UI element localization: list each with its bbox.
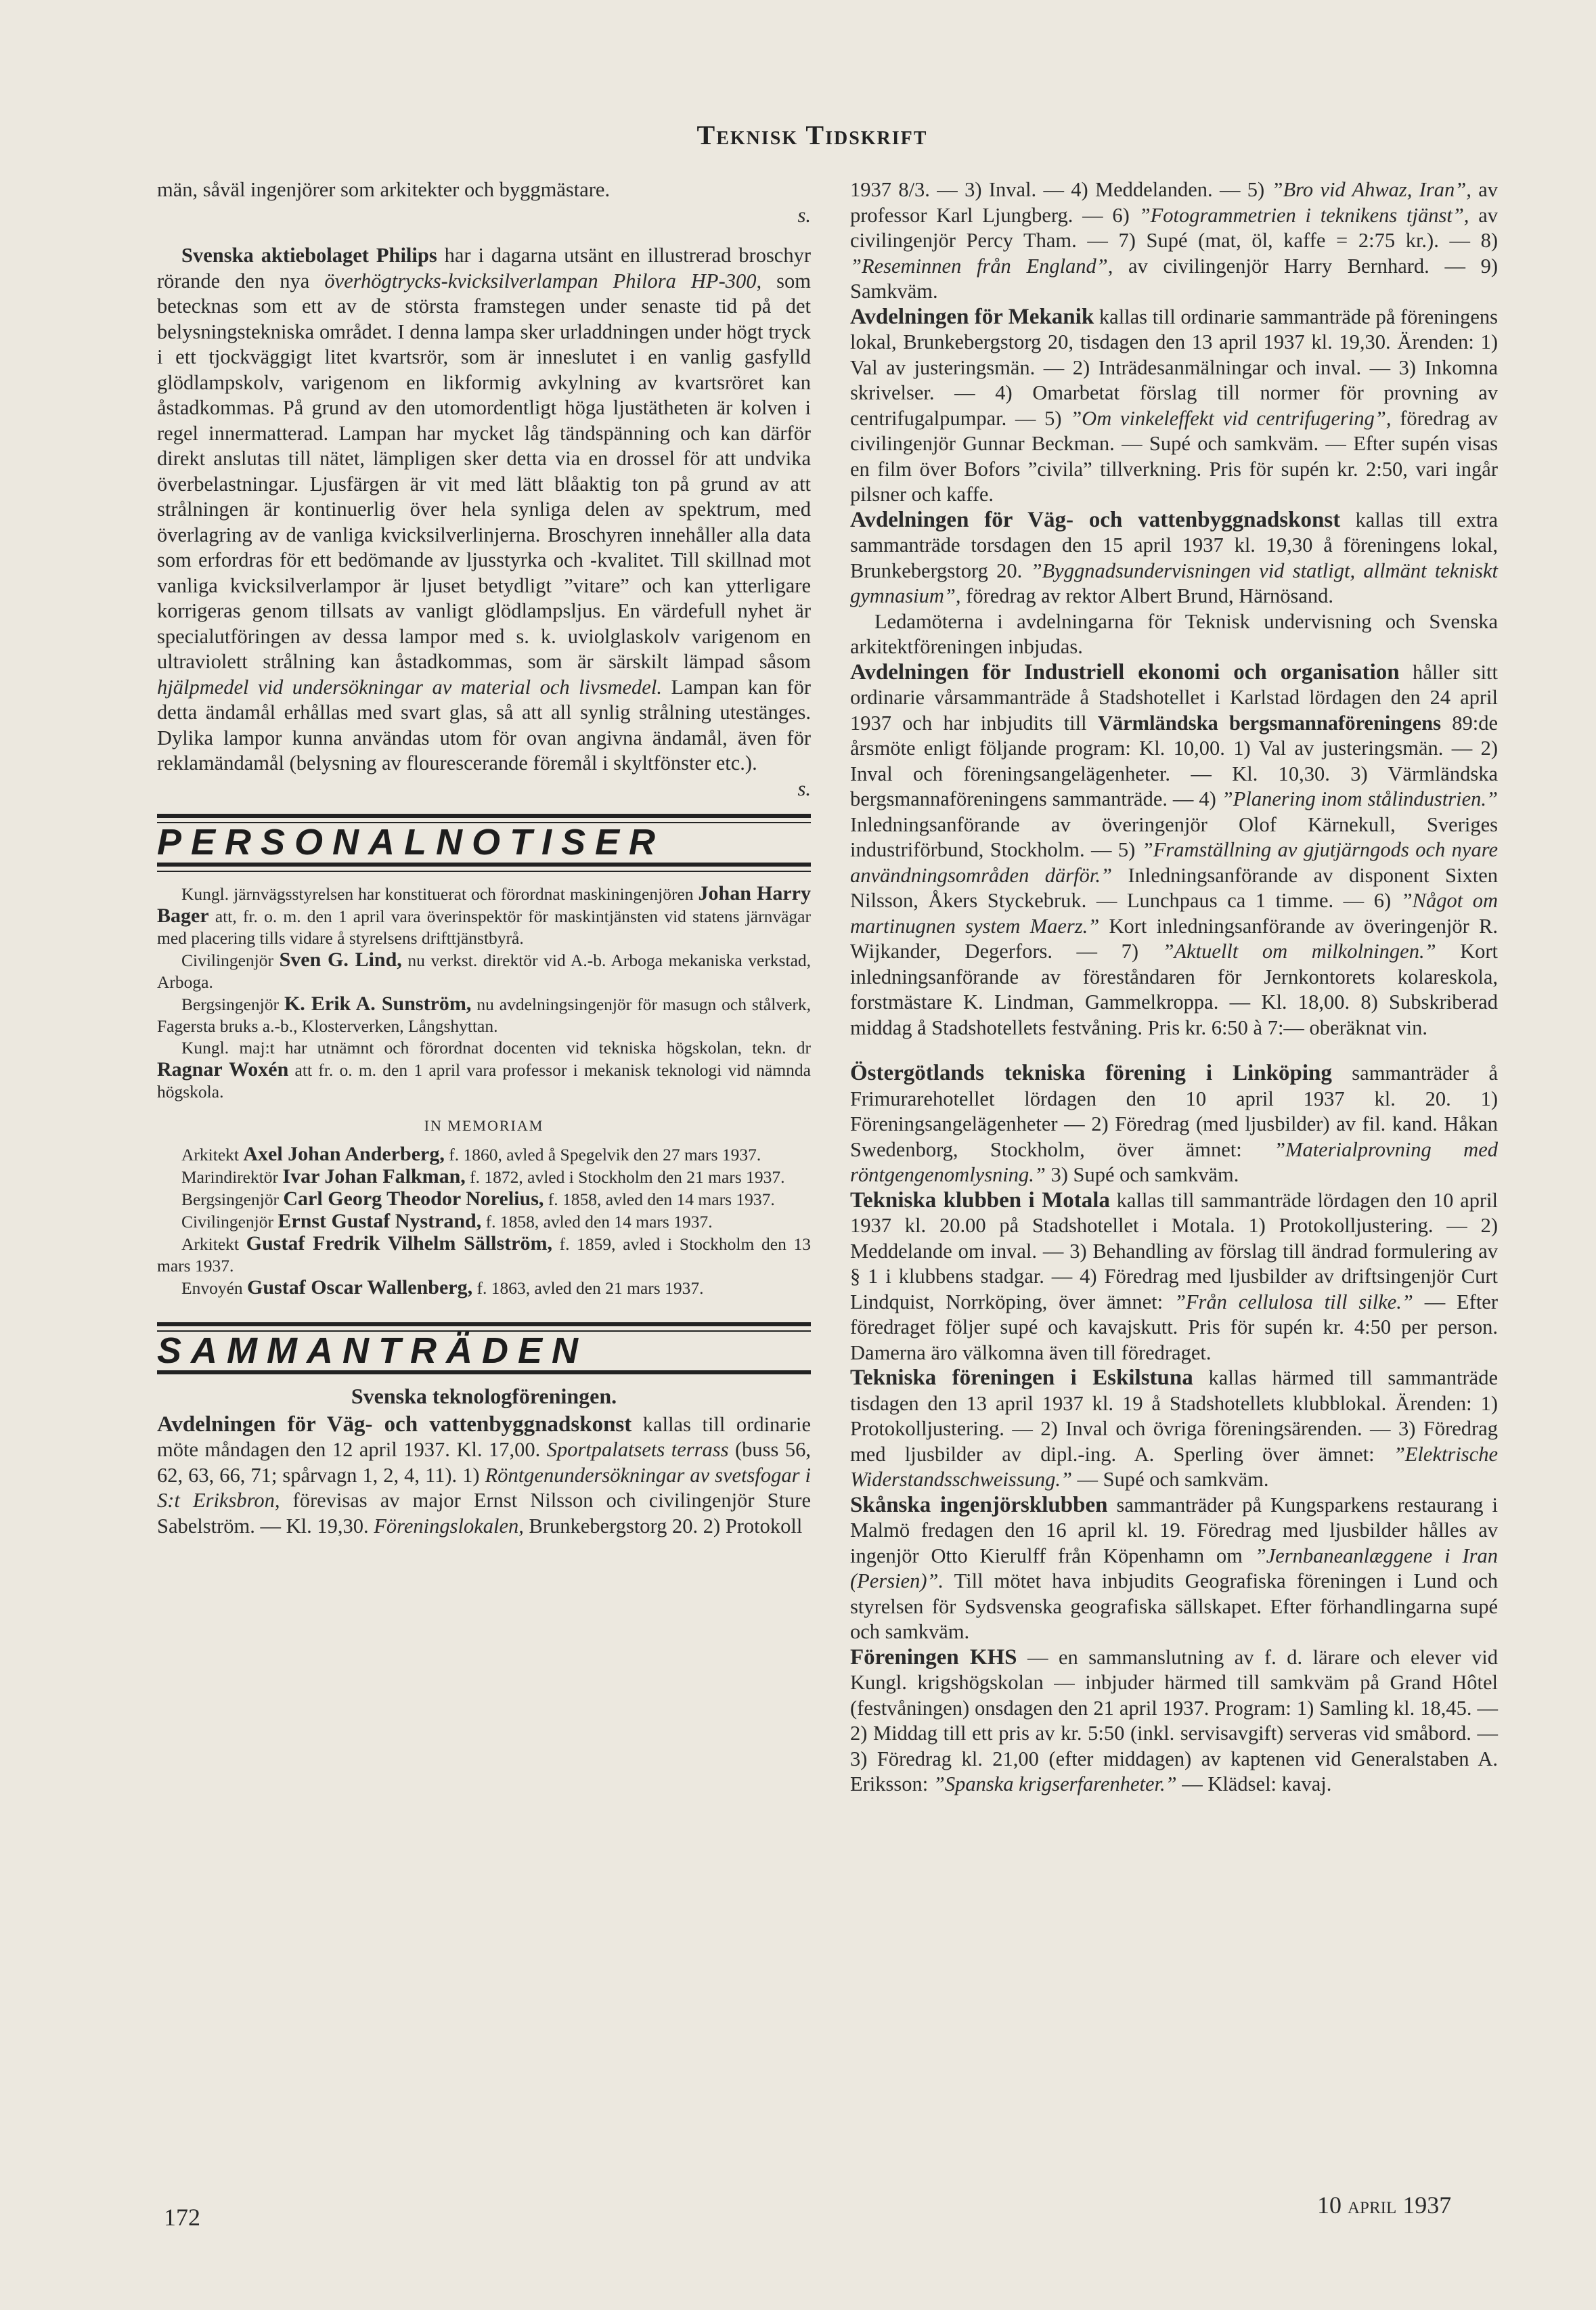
society-heading: Svenska teknologföreningen. [351,1384,617,1408]
memoriam-item [157,1143,811,1166]
memoriam-item [157,1233,811,1277]
meeting-text: — Klädsel: kavaj. [1176,1772,1332,1795]
intro-paragraph [157,177,811,203]
talk-title: ”Aktuellt om milkolningen.” [1162,940,1436,963]
meeting-place: Sportpalatsets terrass [546,1438,729,1461]
section-title-personal: PERSONALNOTISER [157,822,665,863]
meeting-text: — Supé och samkväm. [1071,1468,1269,1491]
meeting-text: kallas till sammanträde lördagen den 10 april 1937 kl. 20.00 på Stadshotellet i Motala. 1) Protokolljustering. — 2) Meddelande om inval. — 3) Behandling av förslag till ändrad formulering av § 1 i klubbens stadgar. — 4) Föredrag med ljusbilder av driftsingenjör Curt Lindquist, Norrköping, över ämnet: [850,1188,1498,1313]
meeting-text: av professor Karl Ljungberg. — 6) [850,178,1498,227]
meeting-heading: Tekniska föreningen i Eskilstuna [850,1366,1193,1390]
intro-text: män, såväl ingenjörer som arkitekter och byggmästare. [157,178,611,201]
meeting-notice [850,1188,1498,1366]
meeting-notice [850,660,1498,1041]
meeting-text: håller sitt ordinarie vårsammanträde å Stadshotellet i Karlstad lördagen den 24 april 1937 och har inbjudits till [850,660,1498,735]
person-name: Ragnar Woxén [157,1058,289,1081]
lamp-name: överhögtrycks-kvicksilverlampan Philora HP-300, [324,269,762,292]
page-number: 172 [164,2204,200,2231]
notice-text: Marindirektör [181,1167,283,1187]
talk-title: ”Materialprovning med röntgengenomlysning.” [850,1137,1498,1186]
meeting-text: Kort inledningsanförande av överingenjör R. Wijkander, Degerfors. — 7) [850,914,1498,963]
meeting-heading: Skånska ingenjörsklubben [850,1492,1108,1517]
meeting-notice [850,1061,1498,1188]
memoriam-item [157,1211,811,1233]
section-rule [157,1322,811,1326]
notice-text: Bergsingenjör [181,1189,284,1209]
talk-title: ”Framställning av gjutjärngods och nyare användningsområden därför.” [850,838,1498,887]
notice-text: nu avdelningsingenjör för masugn och stålverk, Fagersta bruks a.-b., Klosterverken, Långshyttan. [157,994,812,1036]
person-name: K. Erik A. Sunström, [284,992,472,1015]
meeting-text: av civilingenjör Percy Tham. — 7) Supé (mat, öl, kaffe = 2:75 kr.). — 8) [850,203,1498,252]
talk-title: ”Bro vid Ahwaz, Iran”, [1271,178,1471,201]
meeting-text: Till mötet hava inbjudits Geografiska föreningen i Lund och styrelsen för Sydsvenska geografiska sällskapet. Efter förhandlingarna supé och samkväm. [850,1569,1498,1643]
meeting-heading: Tekniska klubben i Motala [850,1187,1110,1213]
meeting-place: Föreningslokalen, [374,1514,524,1538]
meeting-text: — Efter föredraget följer supé och kavajskutt. Pris för supén kr. 4:50 per person. Damerna äro välkomna även till föredraget. [850,1290,1498,1364]
meeting-text: Inledningsanförande av disponent Sixten Nilsson, Åkers Styckebruk. — Lunchpaus ca 1 timme. — 6) [850,863,1498,912]
meeting-text: kallas härmed till sammanträde tisdagen den 13 april 1937 kl. 19 å Stadshotellets klubblokal. Ärenden: 1) Protokolljustering. — 2) Inval och övriga föreningsärenden. — 3) Föredrag med ljusbilder av dipl.-ing. A. Sperling över ämnet: [850,1366,1498,1466]
meeting-text: — en sammanslutning av f. d. lärare och elever vid Kungl. krigshögskolan — inbjuder härmed till samkväm på Grand Hôtel (festvåningen) onsdagen den 21 april 1937. Program: 1) Samling kl. 18,45. — 2) Middag till ett pris av kr. 5:50 (inkl. servisavgift) serveras vid småbord. — 3) Föredrag kl. 21,00 (efter middagen) av kaptenen vid Generalstaben A. Eriksson: [850,1645,1499,1795]
meeting-notice [850,1645,1498,1797]
notice-text: nu verkst. direktör vid A.-b. Arboga mekaniska verkstad, Arboga. [157,950,812,992]
meeting-text: kallas till extra sammanträde torsdagen den 15 april 1937 kl. 19,30 å föreningens lokal, Brunkebergstorg 20. [850,508,1499,582]
company-name: Svenska aktiebolaget Philips [181,244,437,267]
meeting-text: 1937 8/3. — 3) Inval. — 4) Meddelanden. — 5) [850,178,1272,201]
personal-notices [157,883,811,1299]
memoriam-item [157,1166,811,1188]
meeting-text: 89:de årsmöte enligt följande program: Kl. 10,00. 1) Val av justeringsmän. — 2) Inval och föreningsangelägenheter. — Kl. 10,30. 3) Värmländska bergsmannaföreningens sammanträde. — 4) [850,711,1499,810]
meeting-heading: Östergötlands tekniska förening i Linköping [850,1061,1332,1085]
meeting-text: sammanträder på Kungsparkens restaurang i Malmö fredagen den 16 april kl. 19. Föredrag med ljusbilder hålles av ingenjör Otto Kierulff från Köpenhamn om [850,1493,1498,1567]
meeting-text: sammanträder å Frimurarehotellet lördagen den 10 april 1937 kl. 20. 1) Föreningsangelägenheter — 2) Föredrag (med ljusbilder) av fil. kand. Håkan Swedenborg, Stockholm, över ämnet: [850,1062,1498,1161]
notice-text: att fr. o. m. den 1 april vara professor i mekanisk teknologi vid nämnda högskola. [157,1060,811,1102]
notice-text: att, fr. o. m. den 1 april vara överinspektör för maskintjänsten vid statens järnvägar med placering tills vidare å styrelsens drifttjänstbyrå. [157,906,811,948]
meeting-text: 3) Supé och samkväm. [1045,1163,1239,1186]
article-emphasis: hjälpmedel vid undersökningar av material och livsmedel. [157,675,662,699]
notice-text: Civilingenjör [181,1211,278,1232]
meeting-notice [850,305,1498,508]
notice-text: Kungl. järnvägsstyrelsen har konstituerat och förordnat maskiningenjören [181,884,699,904]
memoriam-item [157,1277,811,1299]
notice-text: Envoyén [181,1278,248,1298]
section-title-meetings: SAMMANTRÄDEN [157,1330,588,1371]
journal-header: Teknisk Tidskrift [696,120,928,150]
person-name: Gustaf Oscar Wallenberg, [247,1276,473,1299]
notice-text: f. 1859, avled i Stockholm den 13 mars 1937. [157,1234,811,1276]
person-name: Johan Harry Bager [157,881,811,927]
meeting-heading: Avdelningen för Väg- och vattenbyggnadskonst [157,1412,632,1437]
person-name: Sven G. Lind, [279,948,402,971]
meeting-text: föredrag av civilingenjör Gunnar Beckman. — Supé och samkväm. — Efter supén visas en film över Bofors ”civila” tillverkning. Pris för supén kr. 2:50, vari ingår pilsner och kaffe. [850,406,1498,506]
notice-text: f. 1872, avled i Stockholm den 21 mars 1937. [465,1167,785,1187]
article-text: som betecknas som ett av de största framstegen under senaste tid på det belysningstekniska området. I denna lampa sker urladdningen under högt tryck i ett tjockväggigt litet kvartsrör, som är inneslutet i en vanlig gasfylld glödlampskolv, varigenom en likformig avkylning av kvartsröret kan åstadkommas. På grund av den utomordentligt höga ljustätheten är kolven i regel innermatterad. Lampan har mycket låg tändspänning och kan därför direkt anslutas till nätet, lämpligen sker detta via en drossel för att undvika överbelastningar. Ljusfärgen är vit med lätt blåaktig ton på grund av att strålningen är kontinuerlig över hela synliga delen av spektrum, med överlagring av de vanliga kvicksilverlinjerna. Broschyren innehåller alla data som erfordras för ett bedömande av ljusstyrka och -kvalitet. Till skillnad mot vanliga kvicksilverlampor är ljuset betydligt ”vitare” och kan ytterligare korrigeras genom tillsats av vanligt glödlampsljus. En värdefull nyhet är specialutföringen av dessa lampor med s. k. uviolglaskolv varigenom en ultraviolett strålning kan åstadkommas, som är särskilt lämpad såsom [157,269,811,673]
notice-item [157,949,811,993]
signature: s. [797,203,811,227]
meeting-heading: Föreningen KHS [850,1644,1017,1670]
person-name: Carl Georg Theodor Norelius, [283,1187,544,1210]
meeting-text: Inledningsanförande av överingenjör Olof Kärnekull, Sveriges industriförbund, Stockholm. — 5) [850,812,1498,861]
talk-title: ”Från cellulosa till silke.” [1174,1290,1413,1313]
meeting-heading: Avdelningen för Mekanik [850,304,1094,329]
person-name: Ernst Gustaf Nystrand, [278,1209,482,1232]
talk-title: ”Reseminnen från England”, [850,254,1113,278]
society-name: Värmländska bergsmannaföreningens [1097,711,1441,735]
talk-title: ”Om vinkeleffekt vid centrifugering”, [1070,406,1392,430]
talk-title: ”Jernbaneanlæggene i Iran (Persien)”. [850,1544,1498,1592]
meeting-text: av civilingenjör Harry Bernhard. — 9) Samkväm. [850,254,1498,303]
notice-text: f. 1860, avled å Spegelvik den 27 mars 1937. [444,1144,761,1164]
person-name: Axel Johan Anderberg, [243,1142,445,1165]
notice-text: Civilingenjör [181,950,280,970]
meeting-text: förevisas av major Ernst Nilsson och civilingenjör Sture Sabelström. — Kl. 19,30. [157,1489,811,1538]
notice-item [157,883,811,949]
meeting-text: Brunkebergstorg 20. 2) Protokoll [523,1514,803,1538]
notice-text: Bergsingenjör [181,994,284,1014]
philips-article [157,243,811,777]
section-rule [157,863,811,867]
spacer [157,228,811,243]
meeting-heading: Avdelningen för Industriell ekonomi och organisation [850,659,1400,684]
meeting-notice [157,1412,811,1540]
meeting-notice [850,1366,1498,1493]
right-column [850,177,1498,1797]
talk-title: ”Planering inom stålindustrien.” [1221,787,1498,810]
meeting-notice [850,1493,1498,1645]
section-rule [157,814,811,818]
notice-text: f. 1858, avled den 14 mars 1937. [481,1211,713,1232]
notice-text: f. 1858, avled den 14 mars 1937. [544,1189,775,1209]
notice-text: f. 1863, avled den 21 mars 1937. [472,1278,704,1298]
memoriam-item [157,1188,811,1211]
meeting-notice [850,177,1498,305]
talk-title: ”Spanska krigserfarenheter.” [933,1772,1177,1795]
section-rule [157,1370,811,1374]
meeting-text: kallas till ordinarie sammanträde på föreningens lokal, Brunkebergstorg 20, tisdagen den 13 april 1937 kl. 19,30. Ärenden: 1) Val av justeringsmän. — 2) Inträdesanmälningar och inval. — 3) Inkomna skrivelser. — 4) Omarbetat förslag till normer för provning av centrifugalpumpar. — 5) [850,305,1498,430]
notice-item [157,993,811,1037]
notice-text: Arkitekt [181,1234,246,1254]
in-memoriam-heading: IN MEMORIAM [424,1116,544,1134]
meeting-text: Kort inledningsanförande av föreståndaren för Jernkontorets kolareskola, forstmästare K. Lindman, Gammelkroppa. — Kl. 18,00. 8) Subskriberad middag å Stadshotellets festvåning. Pris kr. 6:50 à 7:— oberäknat vin. [850,940,1498,1039]
meeting-notice [850,508,1498,609]
meeting-text: kallas till ordinarie möte måndagen den 12 april 1937. Kl. 17,00. [157,1412,812,1461]
person-name: Ivar Johan Falkman, [282,1164,466,1187]
meeting-note: Ledamöterna i avdelningarna för Teknisk undervisning och Svenska arkitektföreningen inbjudas. [850,609,1498,658]
notice-text: Kungl. maj:t har utnämnt och förordnat docenten vid tekniska högskolan, tekn. dr [181,1037,811,1058]
article-text: Lampan kan för detta ändamål erhållas med svart glas, så att all synlig strålning utestänges. Dylika lampor kunna användas utom för ovan angivna ändamål, även för reklamändamål (belysning av flourescerande föremål i skyltfönster etc.). [157,675,811,775]
meeting-text: (buss 56, 62, 63, 66, 71; spårvagn 1, 2, 4, 11). 1) [157,1438,811,1487]
talk-title: ”Något om martinugnen system Maerz.” [850,889,1498,938]
talk-title: Röntgenundersökningar av svetsfogar i S:t Eriksbron, [157,1463,811,1512]
issue-date: 10 april 1937 [1317,2192,1452,2219]
person-name: Gustaf Fredrik Vilhelm Sällström, [246,1232,552,1255]
notice-text: Arkitekt [181,1144,244,1164]
signature: s. [797,777,811,800]
left-column [157,177,811,1539]
article-text: har i dagarna utsänt en illustrerad broschyr rörande den nya [157,244,812,292]
meeting-text: föredrag av rektor Albert Brund, Härnösand. [960,584,1334,607]
notice-item [157,1037,811,1103]
meeting-heading: Avdelningen för Väg- och vattenbyggnadskonst [850,507,1341,532]
talk-title: ”Fotogrammetrien i teknikens tjänst”, [1138,203,1469,227]
talk-title: ”Elektrische Widerstandsschweissung.” [850,1442,1498,1491]
talk-title: ”Byggnadsundervisningen vid statligt, allmänt tekniskt gymnasium”, [850,559,1498,607]
